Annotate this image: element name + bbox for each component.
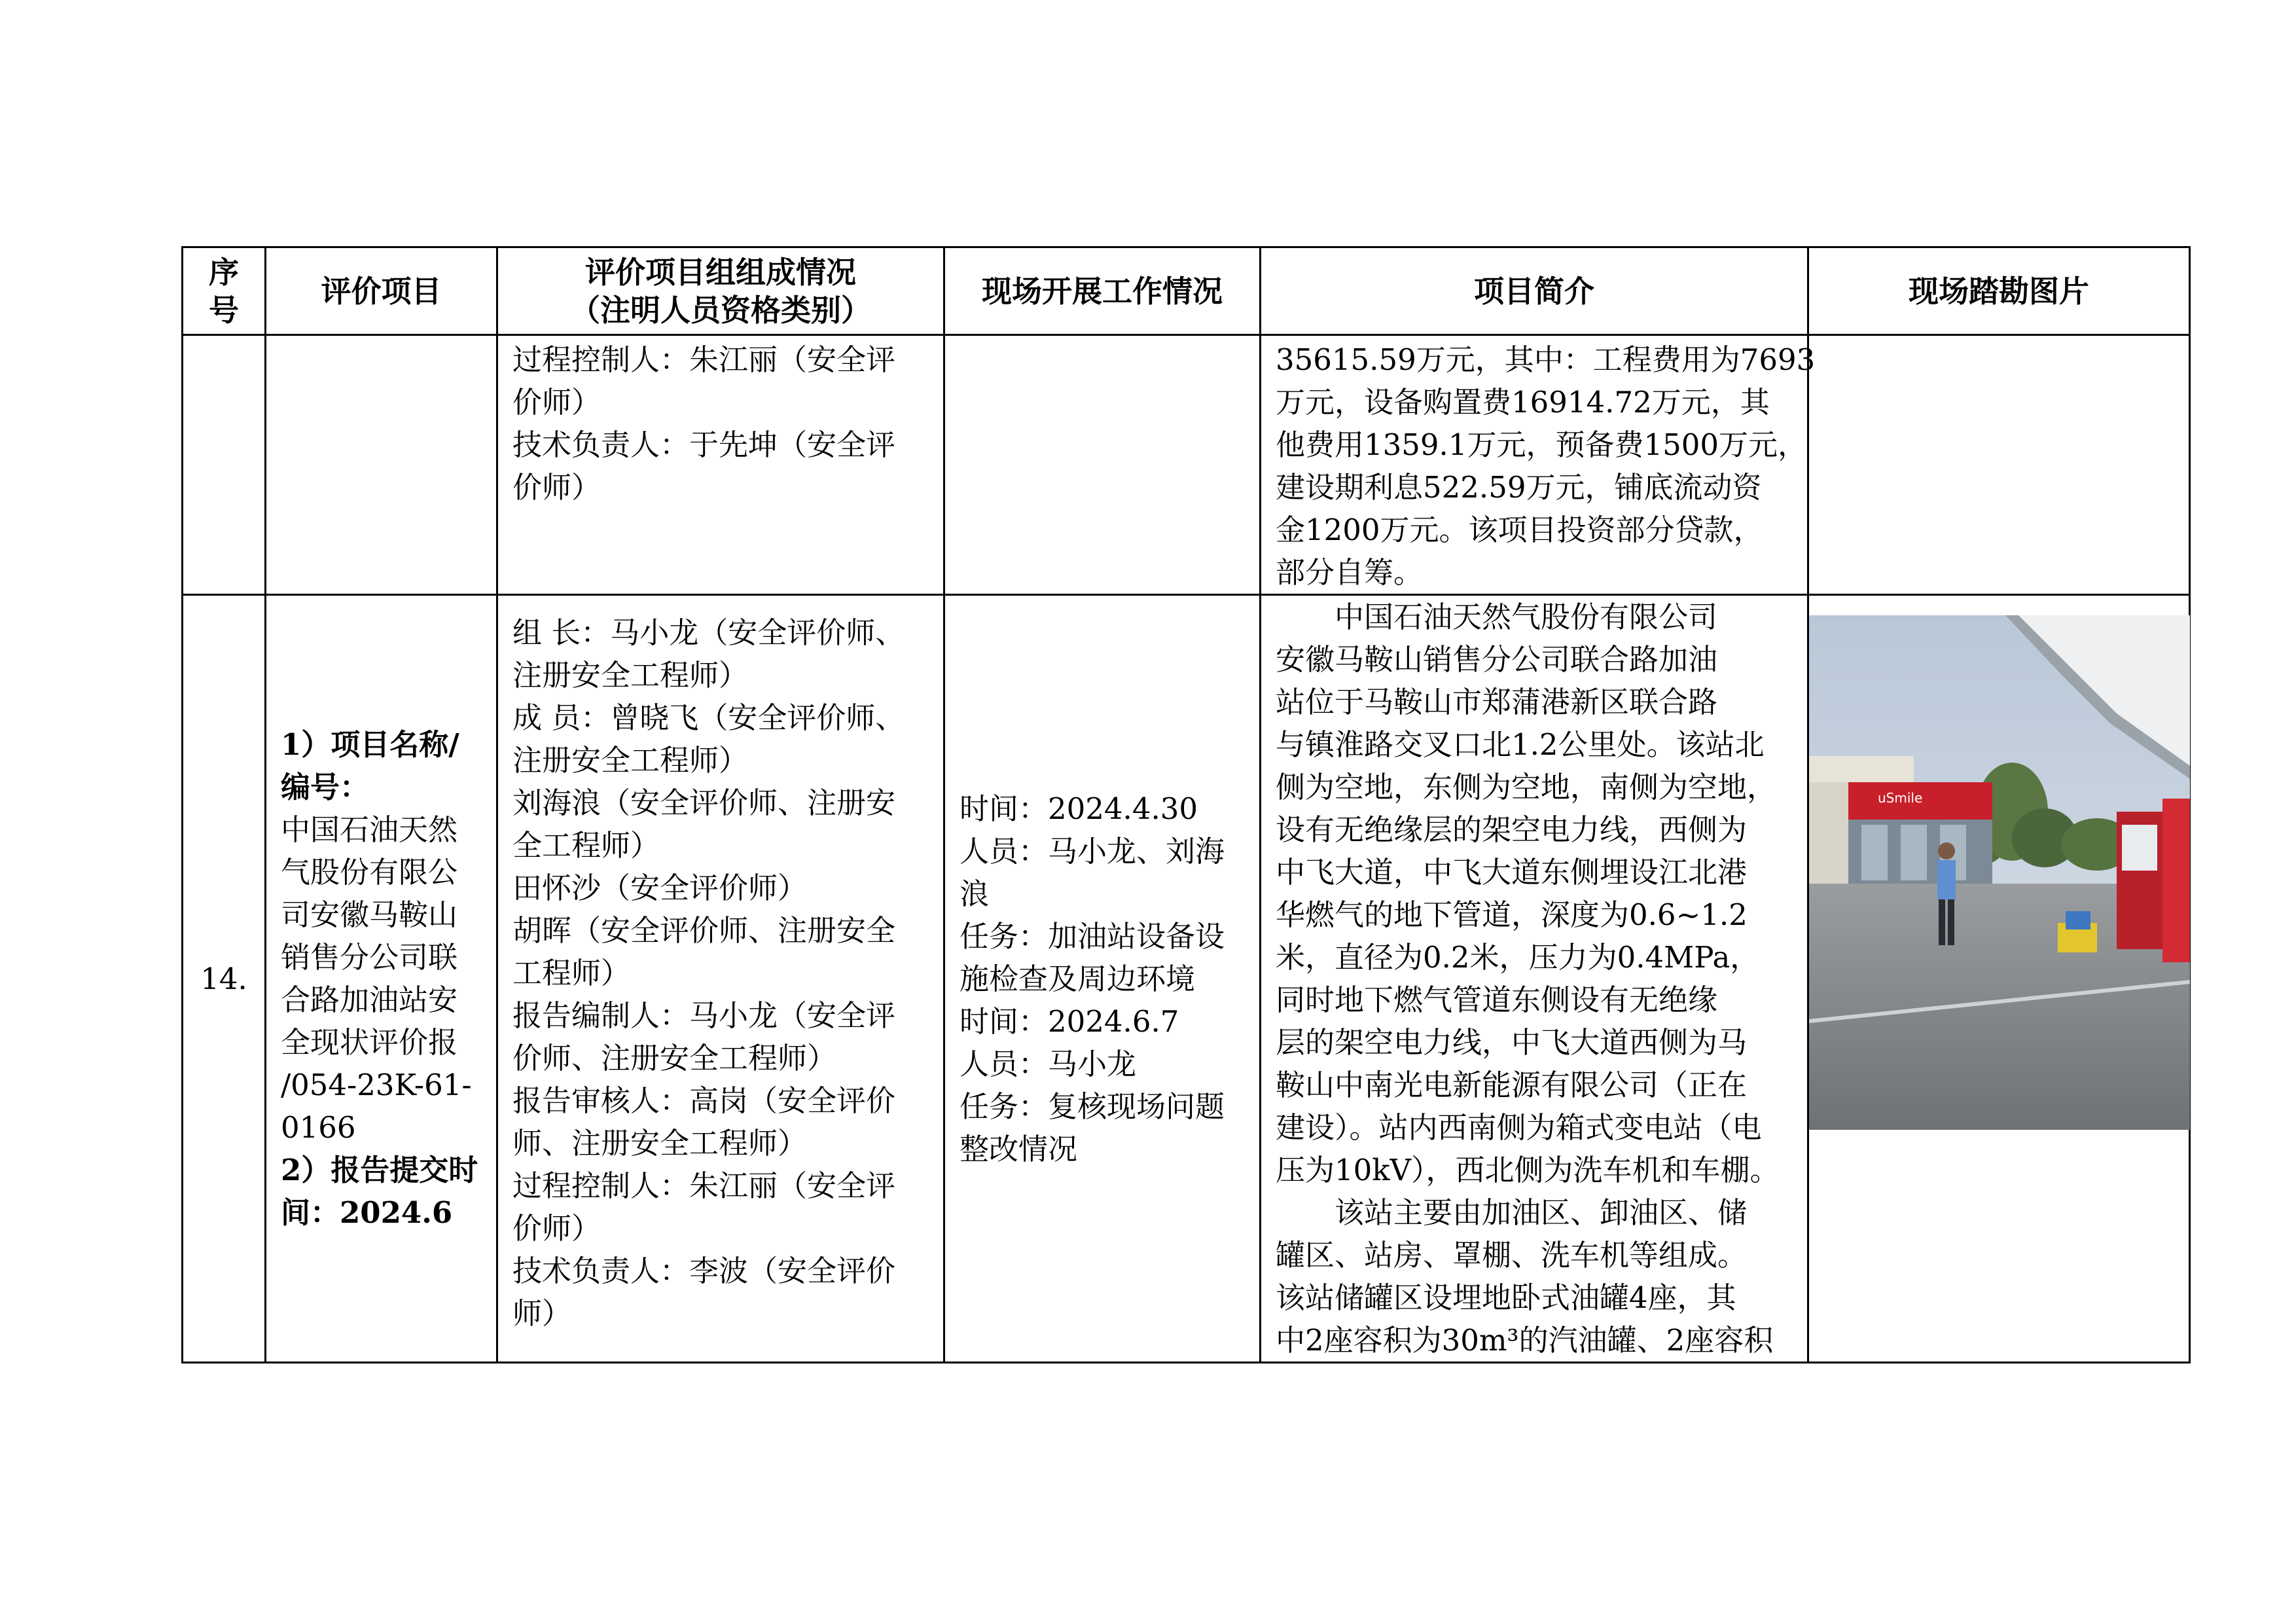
row14-work-cell: 时间：2024.4.30 人员：马小龙、刘海 浪 任务：加油站设备设 施检查及周边环境 时间：2024.6.7 人员：马小龙 任务：复核现场问题 整改情况 — [944, 595, 1261, 1363]
site-survey-photo — [1809, 615, 2190, 1130]
header-project: 评价项目 — [266, 247, 497, 335]
header-team: 评价项目组组成情况 （注明人员资格类别） — [497, 247, 944, 335]
cont-team-cell: 过程控制人：朱江丽（安全评 价师） 技术负责人：于先坤（安全评 价师） — [497, 335, 944, 595]
row14-intro-cell: 中国石油天然气股份有限公司 安徽马鞍山销售分公司联合路加油 站位于马鞍山市郑蒲港新区联合路 与镇淮路交叉口北1.2公里处。该站北 侧为空地，东侧为空地，南侧为空地， 设有无绝缘层的架空电力线，西侧为 中飞大道，中飞大道东侧埋设江北港 华燃气的地下管道，深度为0.6~1.2 米，直径为0.2米，压力为0.4MPa， 同时地下燃气管道东侧设有无绝缘 层的架空电力线，中飞大道西侧为马 鞍山中南光电新能源有限公司（正在 建设）。站内西南侧为箱式变电站（电 压为10kV），西北侧为洗车机和车棚。 该站主要由加油区、卸油区、储 罐区、站房、罩棚、洗车机等组成。 该站储罐区设埋地卧式油罐4座，其 中2座容积为30m³的汽油罐、2座容积 — [1261, 595, 1808, 1363]
cont-project-cell — [266, 335, 497, 595]
table-row-continued — [183, 335, 2190, 595]
store-sign-text: uSmile — [1878, 790, 1923, 806]
header-seq: 序 号 — [183, 247, 266, 335]
table-row-14 — [183, 595, 2190, 1363]
row14-seq: 14. — [183, 595, 266, 1363]
row14-project-cell: 1）项目名称/ 编号： 中国石油天然 气股份有限公 司安徽马鞍山 销售分公司联 合路加油站安 全现状评价报 /054-23K-61- 0166 2）报告提交时 间：2024.6 — [266, 595, 497, 1363]
row14-photo-cell — [1808, 595, 2190, 1363]
header-photo: 现场踏勘图片 — [1808, 247, 2190, 335]
evaluation-table — [181, 246, 2191, 1363]
header-work: 现场开展工作情况 — [944, 247, 1261, 335]
cont-work-cell — [944, 335, 1261, 595]
header-row — [183, 247, 2190, 335]
header-intro: 项目简介 — [1261, 247, 1808, 335]
cont-intro-cell: 35615.59万元，其中：工程费用为7693 万元，设备购置费16914.72万元，其 他费用1359.1万元，预备费1500万元， 建设期利息522.59万元，铺底流动资 金1200万元。该项目投资部分贷款， 部分自筹。 — [1261, 335, 1808, 595]
row14-team-cell: 组 长：马小龙（安全评价师、 注册安全工程师） 成 员：曾晓飞（安全评价师、 注册安全工程师） 刘海浪（安全评价师、注册安 全工程师） 田怀沙（安全评价师） 胡晖（安全评价师、注册安全 工程师） 报告编制人：马小龙（安全评 价师、注册安全工程师） 报告审核人：高岗（安全评价 师、注册安全工程师） 过程控制人：朱江丽（安全评 价师） 技术负责人：李波（安全评价 师） — [497, 595, 944, 1363]
cont-seq-cell — [183, 335, 266, 595]
cont-photo-cell — [1808, 335, 2190, 595]
